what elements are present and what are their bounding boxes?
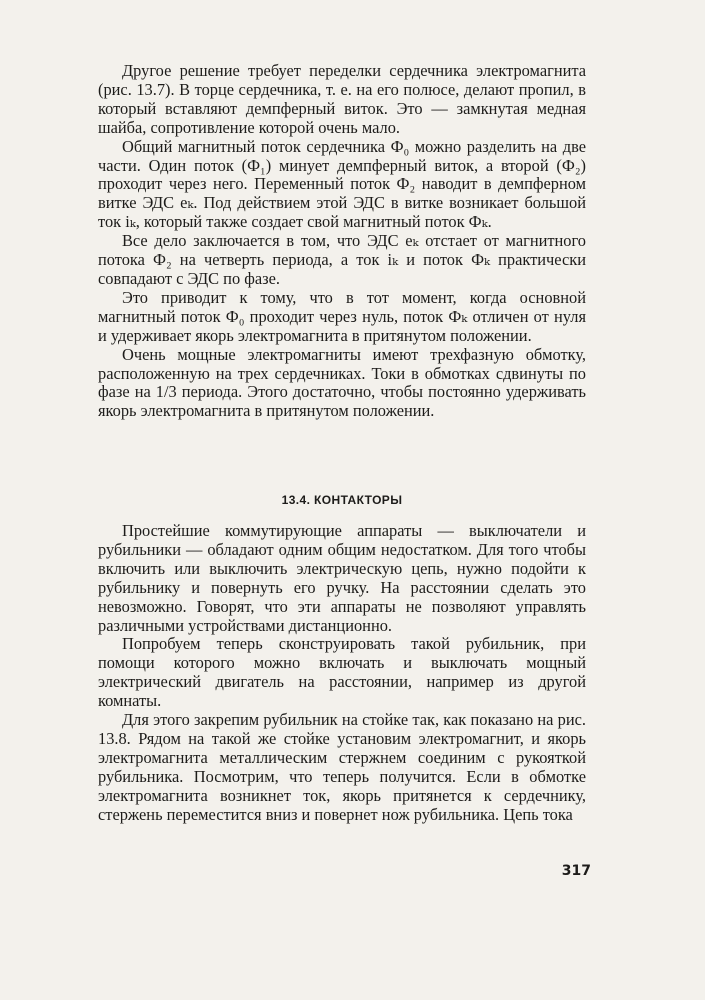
paragraph: Другое решение требует переделки сердечника электромагнита (рис. 13.7). В торце сердечника, т. е. на его полюсе, делают пропил, в который вставляют демпферный виток. Это — замкнутая медная шайба, сопротивление которой очень мало. — [98, 61, 586, 137]
paragraph: Простейшие коммутирующие аппараты — выключатели и рубильники — обладают одним общим недостатком. Для того чтобы включить или выключить электрическую цепь, нужно подойти к рубильнику и повернуть его ручку. На расстоянии сделать это невозможно. Говорят, что эти аппараты не позволяют управлять различными устройствами дистанционно. — [98, 521, 586, 635]
page-number: 317 — [561, 863, 591, 879]
section-heading: 13.4. КОНТАКТОРЫ — [281, 493, 403, 507]
text-section-electromagnets — [98, 62, 586, 421]
paragraph: Для этого закрепим рубильник на стойке так, как показано на рис. 13.8. Рядом на такой же стойке установим электромагнит, и якорь электромагнита металлическим стержнем соединим с рукояткой рубильника. Посмотрим, что теперь получится. Если в обмотке электромагнита возникнет ток, якорь притянется к сердечнику, стержень переместится вниз и повернет нож рубильника. Цепь тока — [98, 710, 586, 824]
paragraph: Все дело заключается в том, что ЭДС eₖ отстает от магнитного потока Ф₂ на четверть периода, а ток iₖ и поток Фₖ практически совпадают с ЭДС по фазе. — [98, 231, 586, 288]
paragraph: Это приводит к тому, что в тот момент, когда основной магнитный поток Ф₀ проходит через нуль, поток Фₖ отличен от нуля и удерживает якорь электромагнита в притянутом положении. — [98, 287, 586, 345]
paragraph: Очень мощные электромагниты имеют трехфазную обмотку, расположенную на трех сердечниках. Токи в обмотках сдвинуты по фазе на 1/3 периода. Этого достаточно, чтобы постоянно удерживать якорь электромагнита в притянутом положении. — [98, 344, 586, 421]
paragraph: Общий магнитный поток сердечника Ф₀ можно разделить на две части. Один поток (Ф₁) минует демпферный виток, а второй (Ф₂) проходит через него. Переменный поток Ф₂ наводит в демпферном витке ЭДС eₖ. Под действием этой ЭДС в витке возникает большой ток iₖ, который также создает свой магнитный поток Фₖ. — [98, 136, 586, 232]
text-section-contactors — [98, 522, 586, 825]
paragraph: Попробуем теперь сконструировать такой рубильник, при помощи которого можно включать и выключать мощный электрический двигатель на расстоянии, например из другой комнаты. — [98, 634, 586, 711]
